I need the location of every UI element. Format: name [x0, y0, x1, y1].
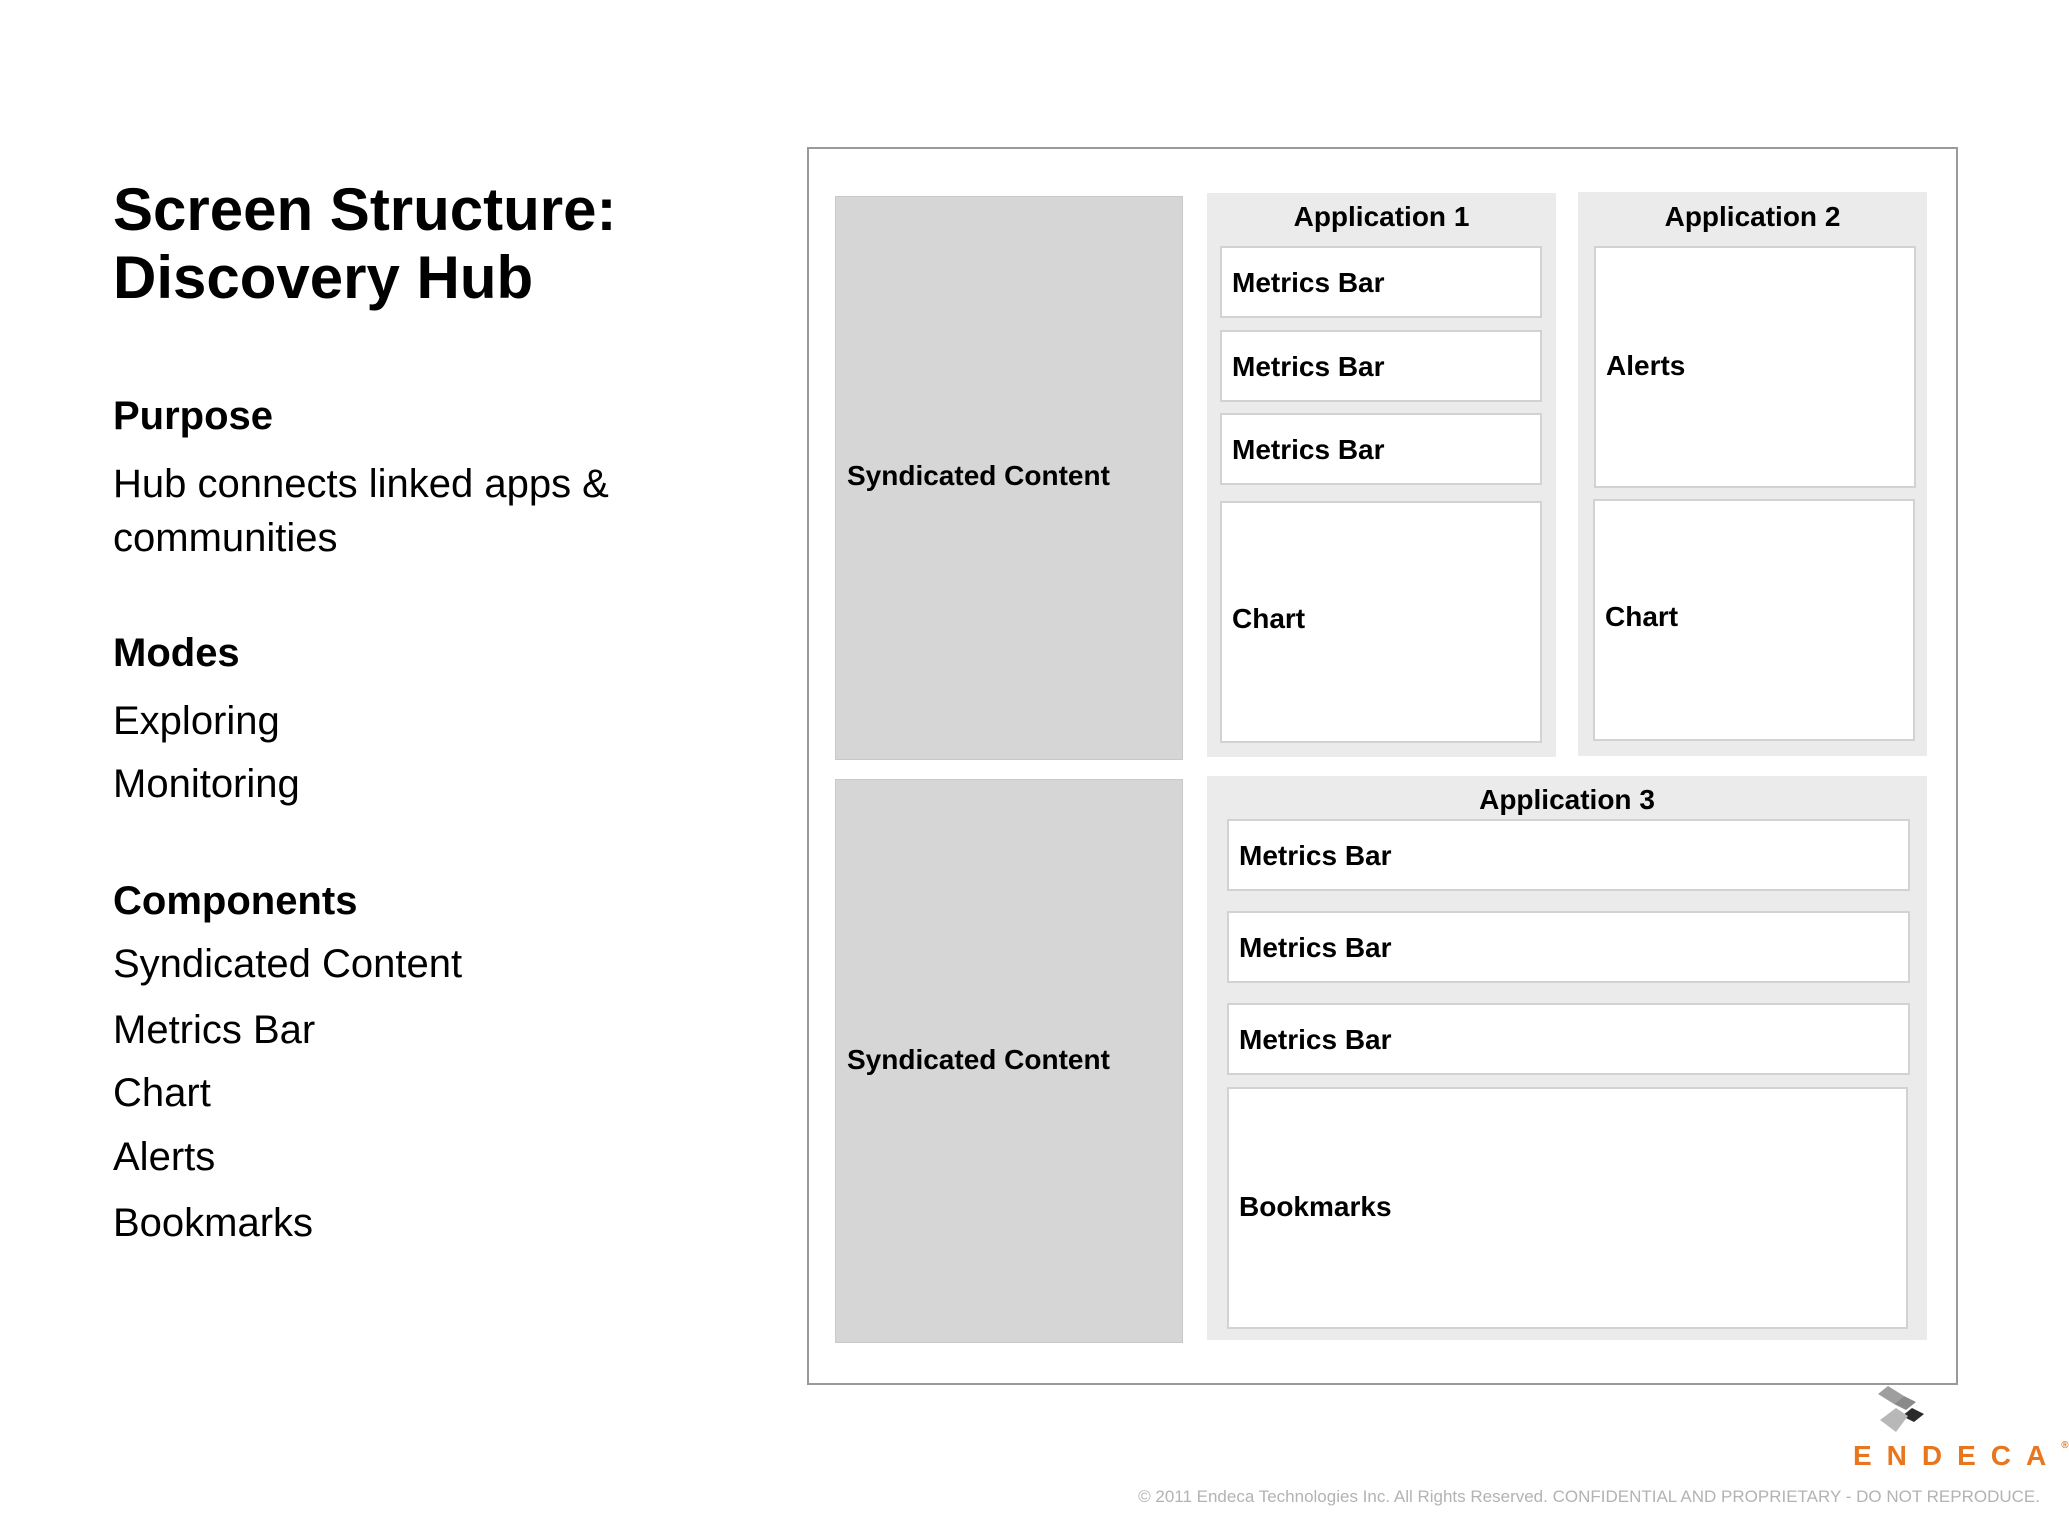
copyright-footer: © 2011 Endeca Technologies Inc. All Rights Reserved. CONFIDENTIAL AND PROPRIETARY - DO NOT REPRODUCE. [1138, 1487, 2040, 1506]
endeca-logo-mark-icon [1860, 1382, 1936, 1442]
component-item: Bookmarks [113, 1201, 314, 1245]
metrics-bar [1220, 246, 1542, 318]
metrics-bar [1227, 1003, 1910, 1075]
logo-wordmark: ENDECA [1853, 1440, 2062, 1471]
chart-label: Chart [1605, 601, 1679, 632]
component-item: Metrics Bar [113, 1008, 316, 1052]
metrics-bar-label: Metrics Bar [1239, 1024, 1392, 1055]
modes-heading: Modes [113, 631, 240, 675]
syndicated-content-panel-bottom [835, 779, 1183, 1343]
application-3-title: Application 3 [1479, 784, 1655, 815]
metrics-bar-label: Metrics Bar [1239, 840, 1392, 871]
syndicated-content-label: Syndicated Content [847, 1044, 1110, 1075]
application-1-panel [1207, 193, 1556, 757]
chart-box [1220, 501, 1542, 743]
page-title-line1: Screen Structure: [113, 176, 617, 243]
component-item: Alerts [113, 1135, 216, 1179]
metrics-bar [1227, 911, 1910, 983]
bookmarks-label: Bookmarks [1239, 1191, 1392, 1222]
application-3-panel [1207, 776, 1927, 1340]
application-1-title: Application 1 [1293, 201, 1470, 232]
metrics-bar [1227, 819, 1910, 891]
alerts-label: Alerts [1606, 350, 1686, 381]
purpose-line1: Hub connects linked apps & [113, 462, 609, 506]
purpose-line2: communities [113, 516, 338, 560]
metrics-bar [1220, 330, 1542, 402]
components-heading: Components [113, 879, 358, 923]
component-item: Syndicated Content [113, 942, 463, 986]
metrics-bar-label: Metrics Bar [1232, 434, 1385, 465]
application-2-title: Application 2 [1664, 201, 1841, 232]
page-title [113, 176, 617, 312]
chart-box [1593, 499, 1915, 741]
application-2-panel [1578, 192, 1927, 756]
endeca-logo-text [1853, 1440, 2069, 1472]
bookmarks-box [1227, 1087, 1908, 1329]
metrics-bar-label: Metrics Bar [1232, 351, 1385, 382]
syndicated-content-label: Syndicated Content [847, 460, 1110, 491]
metrics-bar [1220, 413, 1542, 485]
syndicated-content-panel-top [835, 196, 1183, 760]
metrics-bar-label: Metrics Bar [1239, 932, 1392, 963]
mode-item: Monitoring [113, 762, 300, 806]
page-title-line2: Discovery Hub [113, 244, 534, 311]
purpose-text [113, 457, 609, 565]
chart-label: Chart [1232, 603, 1306, 634]
component-item: Chart [113, 1071, 211, 1115]
purpose-heading: Purpose [113, 394, 274, 438]
mode-item: Exploring [113, 699, 280, 743]
registered-mark: ® [2061, 1440, 2069, 1451]
metrics-bar-label: Metrics Bar [1232, 267, 1385, 298]
alerts-box [1594, 246, 1916, 488]
